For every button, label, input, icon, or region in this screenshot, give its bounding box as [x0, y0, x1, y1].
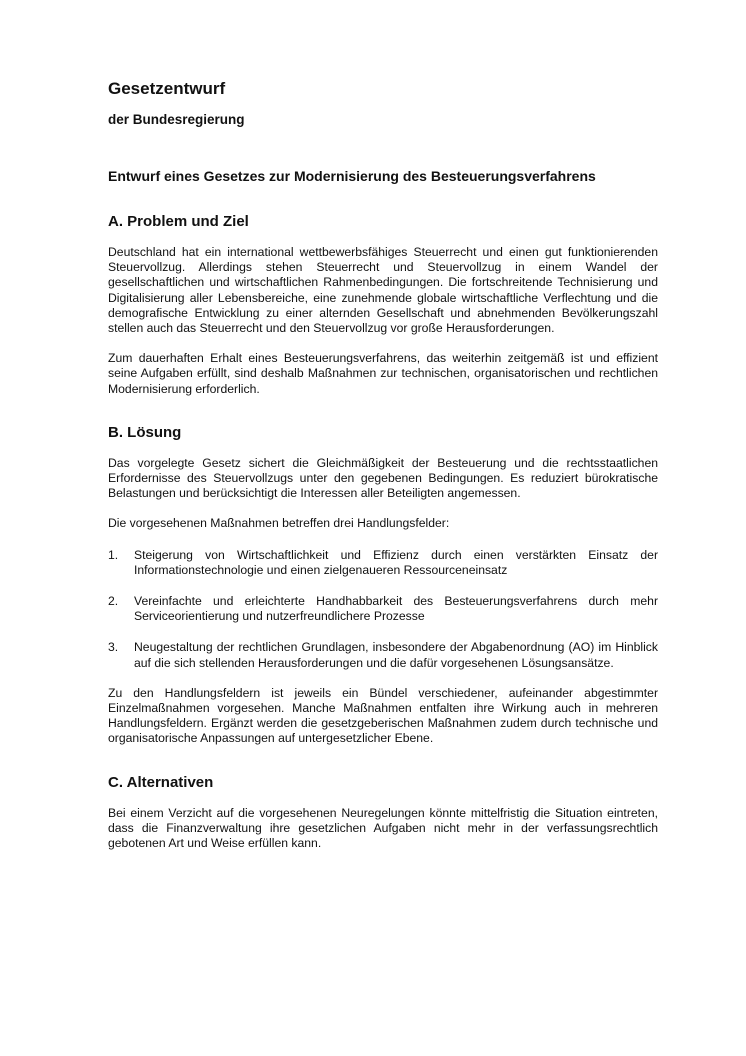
list-text: Steigerung von Wirtschaftlichkeit und Effizienz durch einen verstärkten Einsatz der Informationstechnologie und einen zielgenaueren Ressourceneinsatz — [134, 547, 658, 577]
paragraph: Das vorgelegte Gesetz sichert die Gleichmäßigkeit der Besteuerung und die rechtsstaatlichen Erfordernisse des Steuervollzugs unter den gegebenen Bedingungen. Es reduziert bürokratische Belastungen und berücksichtigt die Interessen aller Beteiligten angemessen. — [108, 455, 658, 501]
list-number: 1. — [108, 547, 119, 562]
list-text: Vereinfachte und erleichterte Handhabbarkeit des Besteuerungsverfahrens durch mehr Serviceorientierung und nutzerfreundlichere Prozesse — [134, 594, 658, 624]
section-heading: B. Lösung — [108, 423, 182, 441]
paragraph: Die vorgesehenen Maßnahmen betreffen drei Handlungsfelder: — [108, 516, 450, 531]
list-number: 2. — [108, 594, 119, 609]
list-text: Neugestaltung der rechtlichen Grundlagen, insbesondere der Abgabenordnung (AO) im Hinblick auf die sich stellenden Herausforderungen und die dafür vorgesehenen Lösungsansätze. — [134, 640, 658, 670]
document-body — [108, 78, 658, 851]
document-title: Gesetzentwurf — [108, 79, 226, 98]
section-heading: C. Alternativen — [108, 773, 214, 791]
section-problem-goal — [108, 212, 658, 397]
list-item — [108, 640, 658, 670]
document-subtitle: der Bundesregierung — [108, 112, 245, 127]
list-item — [108, 594, 658, 624]
measures-list — [108, 548, 658, 671]
paragraph: Deutschland hat ein international wettbewerbsfähiges Steuerrecht und einen gut funktionierenden Steuervollzug. Allerdings stehen Steuerrecht und Steuervollzug in einem Wandel der gesellschaftlichen und wirtschaftlichen Rahmenbedingungen. Die fortschreitende Technisierung und Digitalisierung aller Lebensbereiche, eine zunehmende globale wirtschaftliche Verflechtung und die demografische Entwicklung zu einer alternden Gesellschaft und abnehmenden Bevölkerungszahl stellen auch das Steuerrecht und den Steuervollzug vor große Herausforderungen. — [108, 245, 658, 336]
paragraph: Zu den Handlungsfeldern ist jeweils ein Bündel verschiedener, aufeinander abgestimmter Einzelmaßnahmen vorgesehen. Manche Maßnahmen entfalten ihre Wirkung auch in mehreren Handlungsfeldern. Ergänzt werden die gesetzgeberischen Maßnahmen zudem durch technische und organisatorische Anpassungen auf untergesetzlicher Ebene. — [108, 685, 658, 746]
paragraph: Bei einem Verzicht auf die vorgesehenen Neuregelungen könnte mittelfristig die Situation eintreten, dass die Finanzverwaltung ihre gesetzlichen Aufgaben nicht mehr in der verfassungsrechtlich gebotenen Art und Weise erfüllen kann. — [108, 805, 658, 851]
section-solution — [108, 423, 658, 747]
paragraph: Zum dauerhaften Erhalt eines Besteuerungsverfahrens, das weiterhin zeitgemäß ist und effizient seine Aufgaben erfüllt, sind deshalb Maßnahmen zur technischen, organisatorischen und rechtlichen Modernisierung erforderlich. — [108, 351, 658, 396]
law-title: Entwurf eines Gesetzes zur Modernisierung des Besteuerungsverfahrens — [108, 168, 596, 184]
list-number: 3. — [108, 640, 119, 655]
list-item — [108, 548, 658, 578]
section-heading: A. Problem und Ziel — [108, 213, 249, 230]
section-alternatives — [108, 773, 658, 852]
